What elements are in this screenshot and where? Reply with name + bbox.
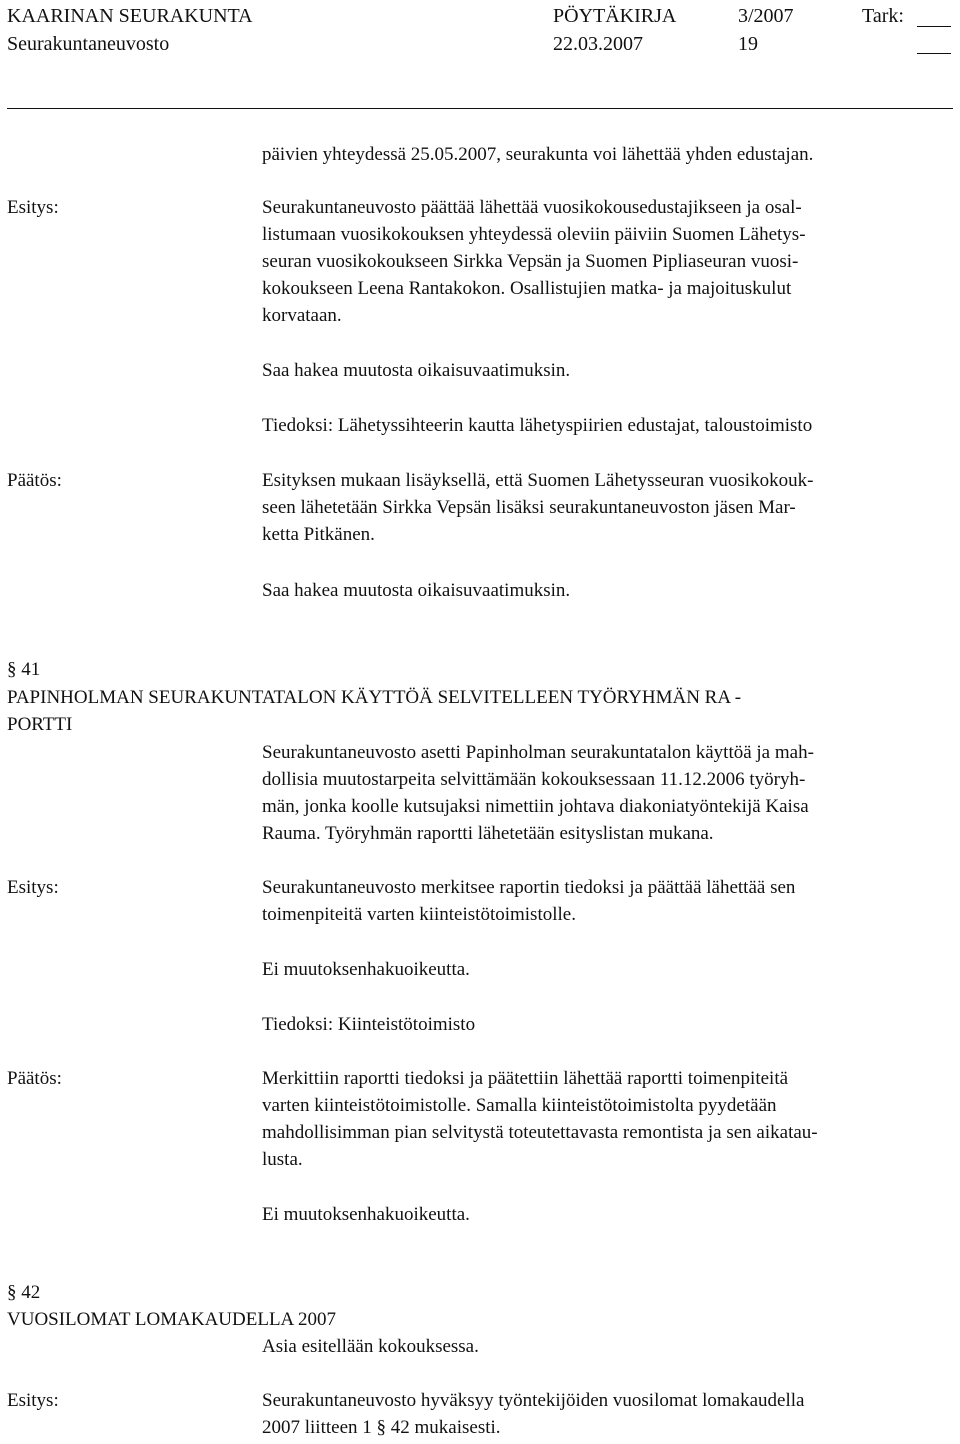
prev-tiedoksi-line: Tiedoksi: Lähetyssihteerin kautta lähetyspiirien edustajat, taloustoimisto [262,415,813,436]
section-41-paatos-label: Päätös: [7,1068,62,1089]
section-41-tiedoksi [262,1011,956,1038]
prev-appeal-note [262,357,956,384]
section-42-intro [262,1333,956,1360]
section-41-intro [262,739,956,847]
section-41-number-text: § 41 [7,659,41,680]
checked-label: Tark: [862,5,904,27]
section-41-tiedoksi-line: Tiedoksi: Kiinteistötoimisto [262,1014,476,1035]
section-42-number [7,1279,953,1306]
prev-paatos-label: Päätös: [7,470,62,491]
section-41-intro-line: män, jonka koolle kutsujaksi nimettiin johtava diakoniatyöntekijä Kaisa [262,796,809,817]
board-name: Seurakuntaneuvosto [7,33,170,55]
prev-appeal-line: Saa hakea muutosta oikaisuvaatimuksin. [262,360,571,381]
section-41-number [7,656,953,683]
prev-esitys-line: seuran vuosikokoukseen Sirkka Vepsän ja Suomen Pipliaseuran vuosi- [262,251,799,272]
continuation-line: päivien yhteydessä 25.05.2007, seurakunta voi lähettää yhden edustajan. [262,144,814,165]
section-42-esitys-line: 2007 liitteen 1 § 42 mukaisesti. [262,1417,501,1438]
section-42-esitys-label: Esitys: [7,1390,59,1411]
prev-appeal-note-2 [262,577,956,604]
prev-esitys-line: listumaan vuosikokouksen yhteydessä oleviin päiviin Suomen Lähetys- [262,224,806,245]
section-42-esitys-paragraph [262,1387,956,1441]
prev-esitys-line: korvataan. [262,305,342,326]
section-42-intro-line: Asia esitellään kokouksessa. [262,1336,479,1357]
section-41-paatos-line: mahdollisimman pian selvitystä toteutettavasta remontista ja sen aikatau- [262,1122,818,1143]
section-41-title [7,684,953,738]
prev-paatos-paragraph [262,467,956,548]
section-41-paatos-line: varten kiinteistötoimistolle. Samalla kiinteistötoimistolta pyydetään [262,1095,777,1116]
organization-name: KAARINAN SEURAKUNTA [7,5,253,27]
checked-initials-blank [917,26,951,27]
section-41-paatos-paragraph [262,1065,956,1173]
section-41-paatos-line: Merkittiin raportti tiedoksi ja päätettiin lähettää raportti toimenpiteitä [262,1068,789,1089]
prev-paatos-line: Esityksen mukaan lisäyksellä, että Suomen Lähetysseuran vuosikokouk- [262,470,814,491]
section-41-intro-line: dollisia muutostarpeita selvittämään kokouksessaan 11.12.2006 työryh- [262,769,806,790]
prev-esitys-label: Esitys: [7,197,59,218]
section-42-number-text: § 42 [7,1282,41,1303]
section-42-title [7,1306,953,1333]
prev-paatos-line: ketta Pitkänen. [262,524,375,545]
section-42-esitys-line: Seurakuntaneuvosto hyväksyy työntekijöiden vuosilomat lomakaudella [262,1390,805,1411]
signature-blank [917,53,951,54]
section-42-title-line: VUOSILOMAT LOMAKAUDELLA 2007 [7,1309,336,1330]
section-41-title-line: PORTTI [7,714,73,735]
section-41-appeal-line-2: Ei muutoksenhakuoikeutta. [262,1204,470,1225]
section-41-esitys-line: Seurakuntaneuvosto merkitsee raportin tiedoksi ja päättää lähettää sen [262,877,796,898]
section-41-esitys-paragraph [262,874,956,928]
prev-appeal-line-2: Saa hakea muutosta oikaisuvaatimuksin. [262,580,571,601]
page-number: 19 [738,33,758,55]
section-41-title-line: PAPINHOLMAN SEURAKUNTATALON KÄYTTÖÄ SELVITELLEEN TYÖRYHMÄN RA - [7,687,742,708]
prev-paatos-line: seen lähetetään Sirkka Vepsän lisäksi seurakuntaneuvoston jäsen Mar- [262,497,796,518]
prev-tiedoksi [262,412,956,439]
section-41-appeal-line: Ei muutoksenhakuoikeutta. [262,959,470,980]
section-41-appeal-note [262,956,956,983]
section-41-intro-line: Seurakuntaneuvosto asetti Papinholman seurakuntatalon käyttöä ja mah- [262,742,814,763]
prev-esitys-line: Seurakuntaneuvosto päättää lähettää vuosikokousedustajikseen ja osal- [262,197,802,218]
prev-esitys-line: kokoukseen Leena Rantakokon. Osallistujien matka- ja majoituskulut [262,278,792,299]
document-type: PÖYTÄKIRJA [553,5,677,27]
section-41-esitys-label: Esitys: [7,877,59,898]
continuation-paragraph [262,141,956,168]
meeting-date: 22.03.2007 [553,33,643,55]
header-divider [7,108,953,109]
section-41-appeal-note-2 [262,1201,956,1228]
section-41-intro-line: Rauma. Työryhmän raportti lähetetään esityslistan mukana. [262,823,714,844]
document-number: 3/2007 [738,5,794,27]
section-41-paatos-line: lusta. [262,1149,303,1170]
section-41-esitys-line: toimenpiteitä varten kiinteistötoimistolle. [262,904,576,925]
prev-esitys-paragraph [262,194,956,329]
